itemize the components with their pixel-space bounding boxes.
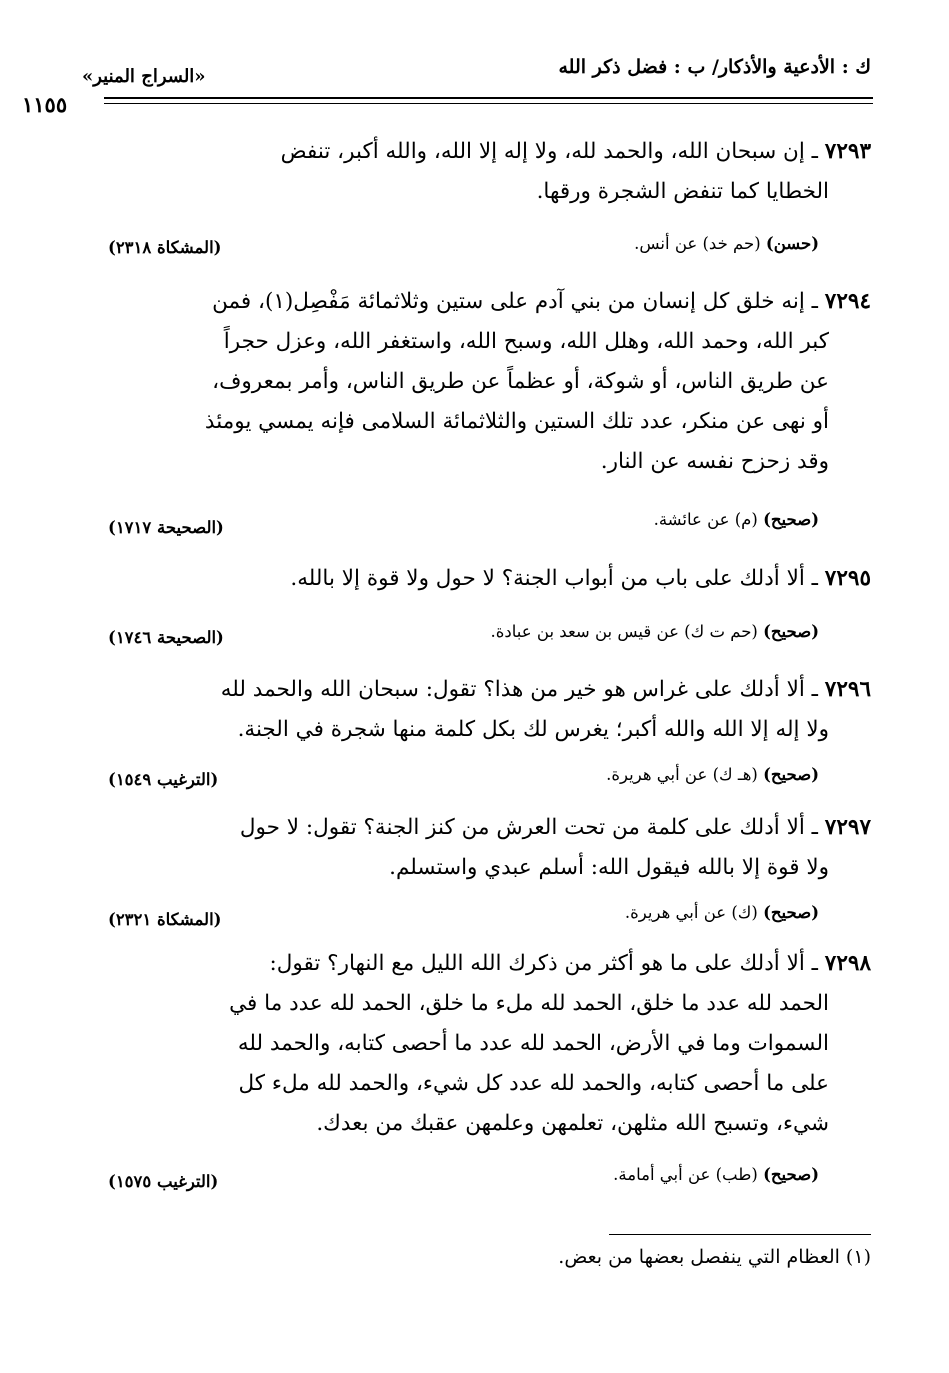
hadith-7296 [105,670,871,750]
hadith-number: ٧٢٩٣ [824,139,871,164]
hadith-grade: (صحيح) [763,765,819,784]
hadith-source [625,903,819,922]
hadith-reference: (الصحيحة ١٧١٧) [108,518,224,537]
hadith-line: شيء، وتسبح الله مثلهن، تعلمهن وعلمهن عقبك من بعدك. [316,1111,829,1136]
hadith-grade: (صحيح) [763,622,819,641]
footnote: (١) العظام التي ينفصل بعضها من بعض. [558,1246,871,1268]
hadith-line: ٧٢٩٦ ـ ألا أدلك على غراس هو خير من هذا؟ تقول: سبحان الله والحمد لله [220,677,871,702]
page-number: ١١٥٥ [22,92,68,117]
hadith-number: ٧٢٩٨ [824,951,871,976]
hadith-line: الحمد لله عدد ما خلق، الحمد لله ملء ما خلق، الحمد لله عدد ما في [229,991,829,1016]
hadith-grade: (حسن) [765,234,819,253]
source-text: (حم ت ك) عن قيس بن سعد بن عبادة. [490,622,758,641]
hadith-line: على ما أحصى كتابه، والحمد لله عدد كل شيء، والحمد لله ملء كل [238,1071,829,1096]
source-text: (حم خد) عن أنس. [634,234,761,253]
hadith-reference: (الترغيب ١٥٧٥) [108,1172,219,1191]
header-rule-thin [104,103,873,104]
hadith-reference: (الترغيب ١٥٤٩) [108,770,219,789]
hadith-7295 [105,559,871,599]
hadith-7298 [105,944,871,1144]
hadith-line: ولا إله إلا الله والله أكبر؛ يغرس لك بكل كلمة منها شجرة في الجنة. [237,717,829,742]
source-text: (م) عن عائشة. [653,510,758,529]
hadith-line: ٧٢٩٤ ـ إنه خلق كل إنسان من بني آدم على ستين وثلاثمائة مَفْصِل(١)، فمن [212,289,871,314]
hadith-line: الخطايا كما تنفض الشجرة ورقها. [536,179,829,204]
hadith-source [491,622,819,641]
hadith-number: ٧٢٩٦ [824,677,871,702]
hadith-7294 [105,282,871,482]
hadith-grade: (صحيح) [763,903,819,922]
hadith-reference: (الصحيحة ١٧٤٦) [108,628,224,647]
source-text: (ك) عن أبي هريرة. [624,903,758,922]
hadith-line: السموات وما في الأرض، الحمد لله عدد ما أحصى كتابه، والحمد لله [237,1031,829,1056]
hadith-reference: (المشكاة ٢٣٢١) [108,910,222,929]
hadith-line: وقد زحزح نفسه عن النار. [600,449,829,474]
hadith-number: ٧٢٩٤ [824,289,871,314]
hadith-line: ٧٢٩٣ ـ إن سبحان الله، والحمد لله، ولا إله إلا الله، والله أكبر، تنفض [280,139,871,164]
hadith-source [613,1165,819,1184]
book-title: «السراج المنير» [82,66,206,87]
hadith-line: عن طريق الناس، أو شوكة، أو عظماً عن طريق الناس، وأمر بمعروف، [212,369,829,394]
source-text: (طب) عن أبي أمامة. [613,1165,758,1184]
hadith-line: ٧٢٩٧ ـ ألا أدلك على كلمة من تحت العرش من كنز الجنة؟ تقول: لا حول [239,815,871,840]
hadith-7297 [105,808,871,888]
hadith-number: ٧٢٩٥ [824,566,871,591]
hadith-line: كبر الله، وحمد الله، وهلل الله، وسبح الله، واستغفر الله، وعزل حجراً [223,329,829,354]
hadith-line: ٧٢٩٥ ـ ألا أدلك على باب من أبواب الجنة؟ لا حول ولا قوة إلا بالله. [290,566,871,591]
source-text: (هـ ك) عن أبي هريرة. [606,765,758,784]
hadith-number: ٧٢٩٧ [824,815,871,840]
hadith-source [634,234,819,253]
header-rule [104,97,873,99]
hadith-grade: (صحيح) [763,510,819,529]
hadith-reference: (المشكاة ٢٣١٨) [108,238,222,257]
hadith-line: أو نهى عن منكر، عدد تلك الستين والثلاثمائة السلامى فإنه يمسي يومئذ [204,409,829,434]
hadith-line: ٧٢٩٨ ـ ألا أدلك على ما هو أكثر من ذكرك الله الليل مع النهار؟ تقول: [269,951,871,976]
hadith-7293 [105,132,871,212]
hadith-source [654,510,819,529]
footnote-rule [609,1234,871,1235]
hadith-grade: (صحيح) [763,1165,819,1184]
chapter-heading: ك : الأدعية والأذكار/ ب : فضل ذكر الله [558,56,871,78]
hadith-line: ولا قوة إلا بالله فيقول الله: أسلم عبدي واستسلم. [389,855,829,880]
hadith-source [606,765,819,784]
